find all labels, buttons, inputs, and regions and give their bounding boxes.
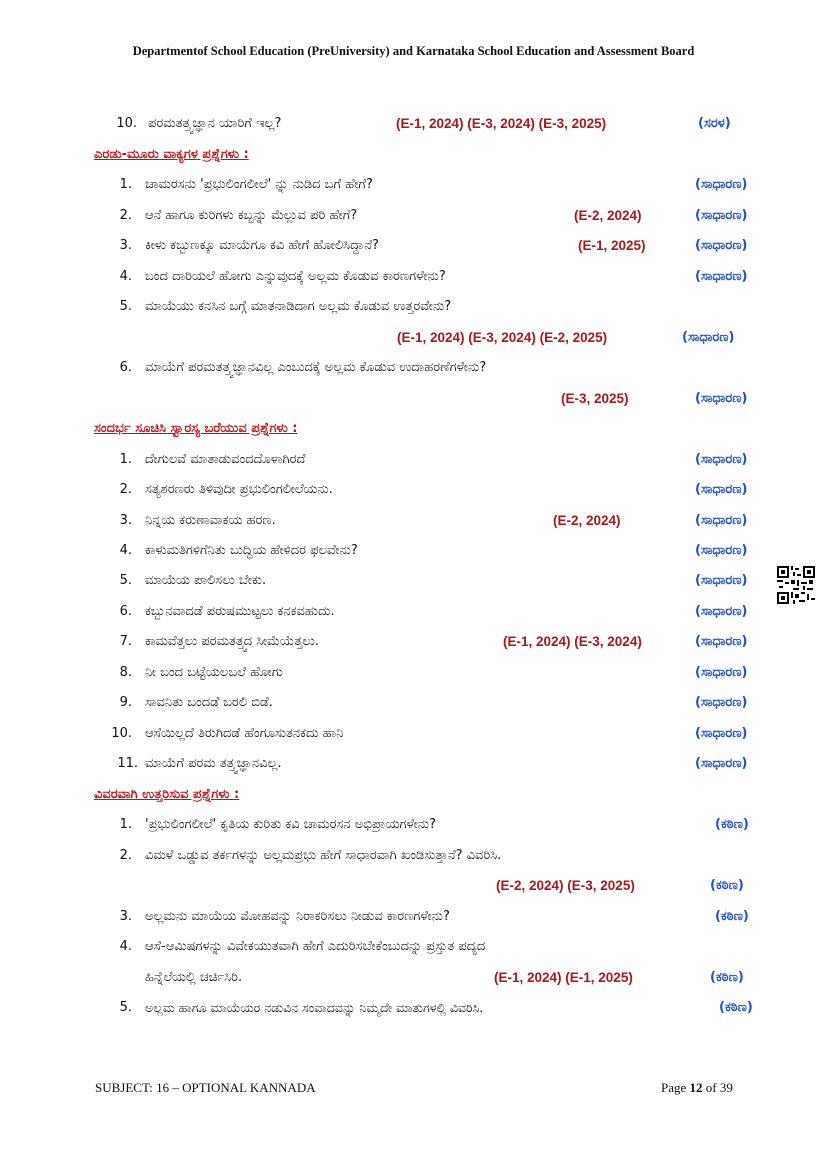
question-row	[0, 116, 827, 140]
question-number: 6.	[119, 360, 132, 375]
difficulty-level: (ಸಾಧಾರಣ)	[695, 452, 748, 467]
question-number: 10.	[116, 116, 137, 131]
exam-tags: (E-1, 2025)	[578, 238, 646, 253]
question-number: 6.	[119, 604, 132, 619]
question-text: ಕೀಳು ಕಬ್ಬುಣಕ್ಕೂ ಮಾಯೆಗೂ ಕವಿ ಹೇಗೆ ಹೋಲಿಸಿದ್ದಾನೆ?	[145, 238, 379, 253]
question-row	[0, 939, 827, 963]
question-number: 2.	[119, 848, 132, 863]
difficulty-level: (ಸಾಧಾರಣ)	[695, 604, 748, 619]
section-title: ಎರಡು-ಮೂರು ವಾಕ್ಯಗಳ ಪ್ರಶ್ನೆಗಳು :	[94, 147, 249, 162]
question-text: ಅಲ್ಲಮನು ಮಾಯೆಯ ಮೋಹವನ್ನು ನಿರಾಕರಿಸಲು ನೀಡುವ ಕಾರಣಗಳೇನು?	[145, 909, 450, 924]
difficulty-level: (ಸಾಧಾರಣ)	[695, 482, 748, 497]
question-text: ಚಾಮರಸನು 'ಪ್ರಭುಲಿಂಗಲೀಲೆ' ನ್ನು ನುಡಿದ ಬಗೆ ಹೇಗೆ?	[145, 177, 373, 192]
difficulty-level: (ಸಾಧಾರಣ)	[695, 269, 748, 284]
difficulty-level: (ಕಠಿಣ)	[710, 878, 744, 893]
question-row	[0, 726, 827, 750]
difficulty-level: (ಸರಳ)	[698, 116, 731, 131]
question-tags-row	[0, 878, 827, 902]
question-number: 4.	[119, 939, 132, 954]
question-text: 'ಪ್ರಭುಲಿಂಗಲೀಲೆ' ಕೃತಿಯ ಕುರಿತು ಕವಿ ಚಾಮರಸನ ಅಭಿಪ್ರಾಯಗಳೇನು?	[145, 817, 437, 832]
difficulty-level: (ಸಾಧಾರಣ)	[695, 208, 748, 223]
question-row	[0, 238, 827, 262]
question-number: 1.	[119, 177, 132, 192]
question-text: ಅಲ್ಲಮ ಹಾಗೂ ಮಾಯೆಯರ ನಡುವಿನ ಸಂವಾದವನ್ನು ನಿಮ್ಮದೇ ಮಾತುಗಳಲ್ಲಿ ವಿವರಿಸಿ.	[145, 1000, 484, 1015]
question-number: 2.	[119, 208, 132, 223]
question-text: ಮಾಯೆಯು ಕನಸಿನ ಬಗ್ಗೆ ಮಾತನಾಡಿದಾಗ ಅಲ್ಲಮ ಕೊಡುವ ಉತ್ತರವೇನು?	[145, 299, 452, 314]
question-number: 3.	[119, 513, 132, 528]
exam-tags: (E-3, 2025)	[561, 391, 629, 406]
difficulty-level: (ಸಾಧಾರಣ)	[695, 238, 748, 253]
question-text: ಕಾಳುಮತಿಗಳಿಗೆನಿತು ಬುದ್ಧಿಯ ಹೇಳಿದರ ಫಲವೇನು?	[145, 543, 358, 558]
difficulty-level: (ಸಾಧಾರಣ)	[695, 543, 748, 558]
question-tags-row	[0, 330, 827, 354]
question-row	[0, 1000, 827, 1024]
question-text: ಆನೆ ಹಾಗೂ ಕುರಿಗಳು ಕಬ್ಬನ್ನು ಮೆಲ್ಲುವ ಪರಿ ಹೇಗೆ?	[145, 208, 358, 223]
question-number: 8.	[119, 665, 132, 680]
difficulty-level: (ಸಾಧಾರಣ)	[695, 513, 748, 528]
exam-tags: (E-1, 2024) (E-3, 2024) (E-2, 2025)	[397, 330, 608, 345]
question-row	[0, 909, 827, 933]
question-text: ನಿನ್ನಯ ಕರುಣಾವಾಕಯ ಹರಣ.	[145, 513, 276, 528]
difficulty-level: (ಸಾಧಾರಣ)	[695, 177, 748, 192]
difficulty-level: (ಸಾಧಾರಣ)	[695, 726, 748, 741]
exam-tags: (E-2, 2024)	[574, 208, 642, 223]
page-suffix: of 39	[702, 1080, 733, 1095]
document-header: Departmentof School Education (PreUniversity) and Karnataka School Education and Assessment Board	[132, 44, 695, 58]
question-number: 1.	[119, 817, 132, 832]
exam-tags: (E-2, 2024) (E-3, 2025)	[496, 878, 635, 893]
exam-tags: (E-1, 2024) (E-1, 2025)	[494, 970, 633, 985]
question-number: 1.	[119, 452, 132, 467]
question-text: ಮಾಯೆಯ ಪಾಲಿಸಲು ಬೇಕು.	[145, 573, 267, 588]
question-text: ಆಸೆಯಿಲ್ಲದೆ ತಿರುಗಿದಡೆ ಹೆಂಗೂಸುತನಕದು ಹಾನಿ	[145, 726, 344, 741]
question-number: 3.	[119, 909, 132, 924]
exam-tags: (E-1, 2024) (E-3, 2024)	[503, 634, 642, 649]
question-row	[0, 634, 827, 658]
difficulty-level: (ಸಾಧಾರಣ)	[695, 665, 748, 680]
question-text: ಕಾಮವೆತ್ತಲು ಪರಮತತ್ತ್ವದ ಸೀಮೆಯೆತ್ತಲು.	[145, 634, 319, 649]
question-number: 5.	[119, 573, 132, 588]
question-text: ಮಾಯೆಗೆ ಪರಮತತ್ತ್ವಜ್ಞಾನವಿಲ್ಲ ಎಂಬುದಕ್ಕೆ ಅಲ್ಲಮ ಕೊಡುವ ಉದಾಹರಣೆಗಳೇನು?	[145, 360, 487, 375]
question-row	[0, 756, 827, 780]
question-number: 2.	[119, 482, 132, 497]
question-text: ಸಾವನಿತು ಬಂದಡೆ ಬರಲಿ ಬಿಡೆ.	[145, 695, 273, 710]
question-row	[0, 208, 827, 232]
question-text: ಕಬ್ಬುನವಾದಡೆ ಪರುಷಮುಟ್ಟಲು ಕನಕವಹುದು.	[145, 604, 335, 619]
difficulty-level: (ಸಾಧಾರಣ)	[695, 756, 748, 771]
question-row	[0, 543, 827, 567]
difficulty-level: (ಕಠಿಣ)	[719, 1000, 753, 1015]
question-number: 4.	[119, 543, 132, 558]
section-title: ವಿವರವಾಗಿ ಉತ್ತರಿಸುವ ಪ್ರಶ್ನೆಗಳು :	[94, 787, 240, 802]
difficulty-level: (ಸಾಧಾರಣ)	[695, 695, 748, 710]
question-number: 9.	[119, 695, 132, 710]
question-text: ಪರಮತತ್ತ್ವಜ್ಞಾನ ಯಾರಿಗೆ ಇಲ್ಲ?	[148, 116, 282, 131]
difficulty-level: (ಕಠಿಣ)	[715, 817, 749, 832]
question-tags-row	[0, 391, 827, 415]
difficulty-level: (ಸಾಧಾರಣ)	[695, 634, 748, 649]
difficulty-level: (ಸಾಧಾರಣ)	[695, 573, 748, 588]
question-text: ದೇಗುಲವೆ ಮಾತಾಡುವಂದದೊಳಾಗಿರದೆ	[145, 452, 306, 467]
question-row	[0, 513, 827, 537]
question-number: 10.	[111, 726, 132, 741]
question-row	[0, 665, 827, 689]
difficulty-level: (ಕಠಿಣ)	[715, 909, 749, 924]
question-number: 5.	[119, 299, 132, 314]
question-number: 5.	[119, 1000, 132, 1015]
question-row-continuation	[0, 970, 827, 994]
difficulty-level: (ಸಾಧಾರಣ)	[682, 330, 735, 345]
exam-tags: (E-1, 2024) (E-3, 2024) (E-3, 2025)	[396, 116, 607, 131]
question-row	[0, 360, 827, 384]
question-number: 3.	[119, 238, 132, 253]
page-prefix: Page	[661, 1080, 690, 1095]
question-text: ಹಿನ್ನೆಲೆಯಲ್ಲಿ ಚರ್ಚಿಸಿರಿ.	[145, 970, 243, 985]
question-number: 11.	[117, 756, 138, 771]
difficulty-level: (ಸಾಧಾರಣ)	[695, 391, 748, 406]
footer-page	[661, 1080, 733, 1096]
question-row	[0, 177, 827, 201]
question-text: ಬಂದ ದಾರಿಯಲೆ ಹೋಗು ಎನ್ನುವುದಕ್ಕೆ ಅಲ್ಲಮ ಕೊಡುವ ಕಾರಣಗಳೇನು?	[145, 269, 446, 284]
difficulty-level: (ಕಠಿಣ)	[710, 970, 744, 985]
exam-tags: (E-2, 2024)	[553, 513, 621, 528]
question-text: ಆಸೆ-ಆಮಿಷಗಳನ್ನು ವಿವೇಕಯುತವಾಗಿ ಹೇಗೆ ಎದುರಿಸಬೇಕೆಂಬುದನ್ನು ಪ್ರಸ್ತುತ ಪದ್ಯದ	[145, 939, 486, 954]
section-title: ಸಂದರ್ಭ ಸೂಚಿಸಿ ಸ್ವಾರಸ್ಯ ಬರೆಯುವ ಪ್ರಶ್ನೆಗಳು :	[94, 421, 298, 436]
question-number: 7.	[119, 634, 132, 649]
question-row	[0, 299, 827, 323]
question-number: 4.	[119, 269, 132, 284]
footer-subject: SUBJECT: 16 – OPTIONAL KANNADA	[95, 1080, 316, 1095]
question-row	[0, 452, 827, 476]
question-row	[0, 604, 827, 628]
question-text: ಮಾಯೆಗೆ ಪರಮ ತತ್ತ್ವಜ್ಞಾನವಿಲ್ಲ.	[145, 756, 282, 771]
question-text: ನೀ ಬಂದ ಬಟ್ಟೆಯಲಬಲೆ ಹೋಗು	[145, 665, 283, 680]
question-row	[0, 695, 827, 719]
qr-code-icon	[777, 566, 815, 604]
question-text: ವಿಮಳೆ ಒಡ್ಡುವ ತರ್ಕಗಳನ್ನು ಅಲ್ಲಮಪ್ರಭು ಹೇಗೆ ಸಾಧಾರವಾಗಿ ಖಂಡಿಸುತ್ತಾನೆ? ವಿವರಿಸಿ.	[145, 848, 502, 863]
question-row	[0, 269, 827, 293]
question-row	[0, 573, 827, 597]
question-row	[0, 848, 827, 872]
question-row	[0, 817, 827, 841]
question-text: ಸತ್ಯಶರಣರು ತಿಳಿವುದೀ ಪ್ರಭುಲಿಂಗಲೀಲೆಯನು.	[145, 482, 333, 497]
question-row	[0, 482, 827, 506]
page-number: 12	[689, 1080, 703, 1095]
